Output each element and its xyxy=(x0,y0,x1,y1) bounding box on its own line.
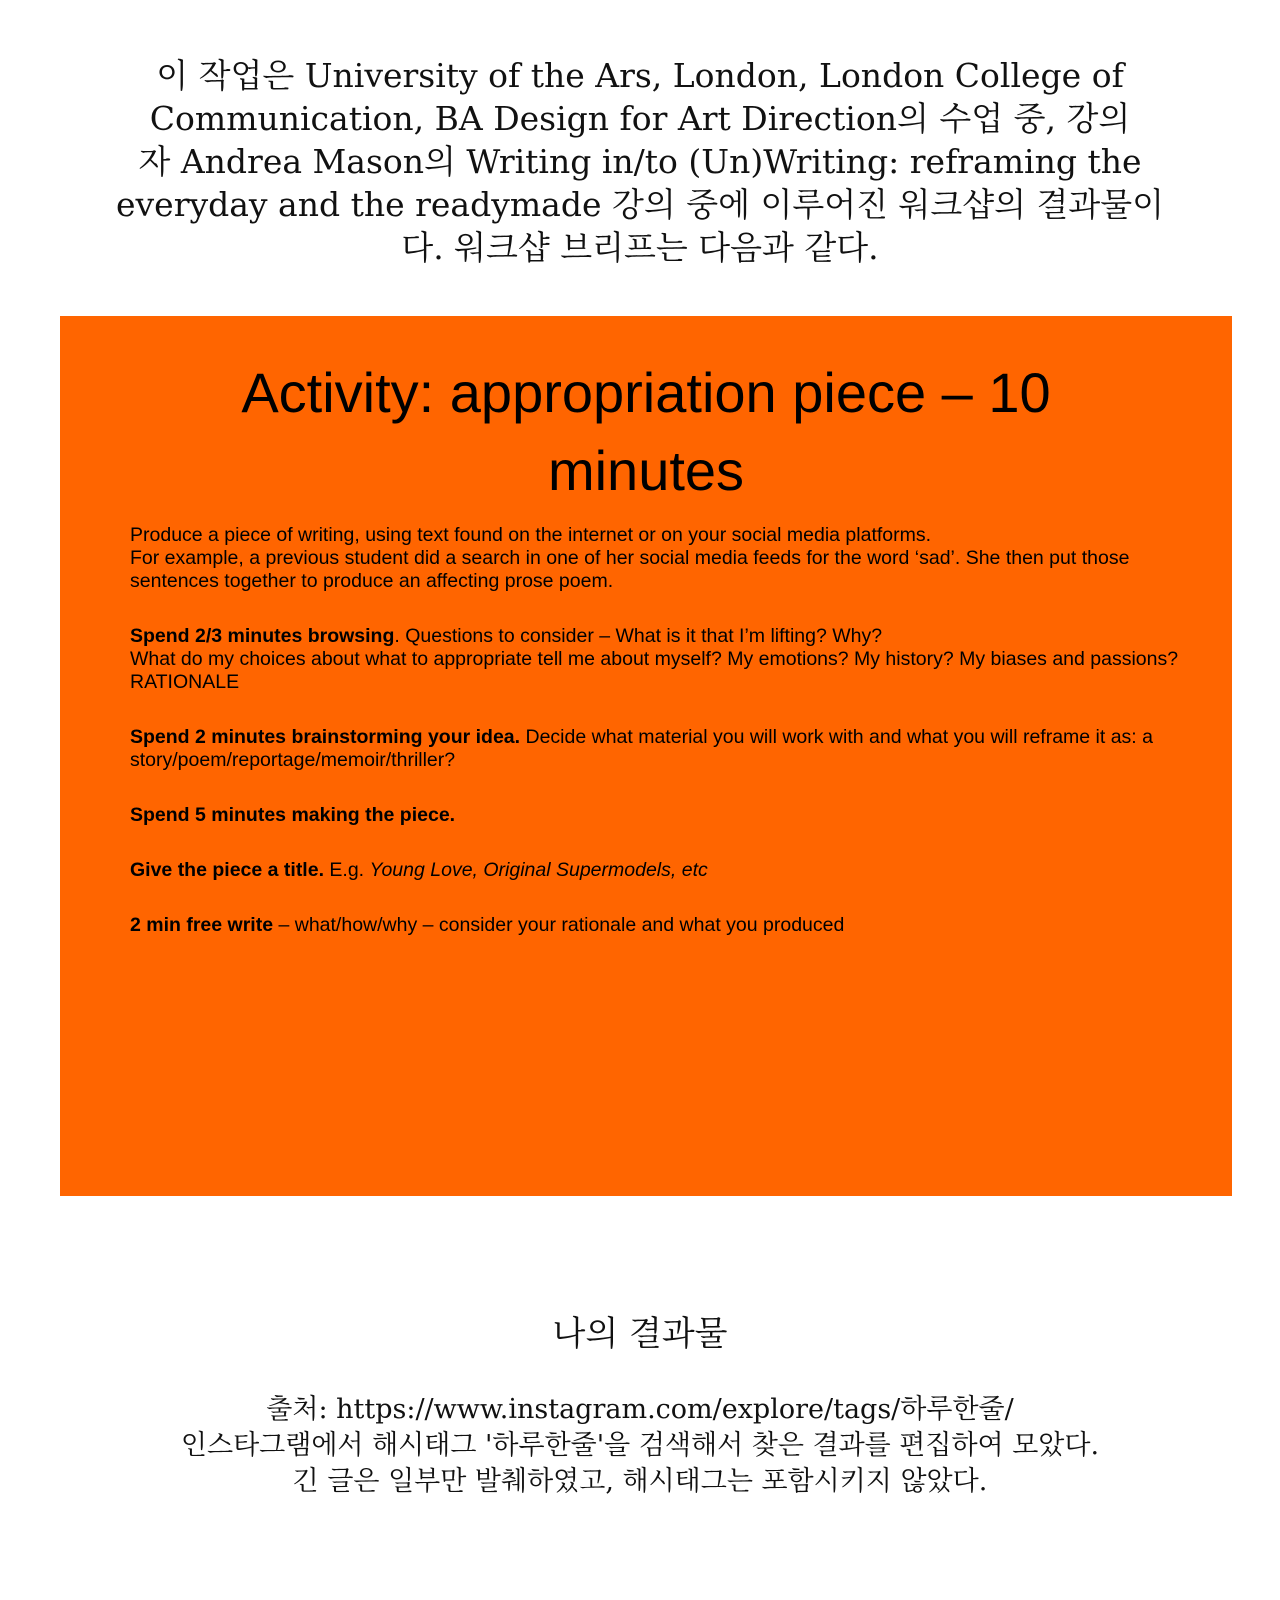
intro-line: 이 작업은 University of the Ars, London, London College of xyxy=(156,56,1124,95)
instruction-text xyxy=(130,625,1200,648)
instruction-free-write xyxy=(130,914,1200,937)
slide-title-line: minutes xyxy=(547,439,745,502)
slide-title-line: Activity: appropriation piece – 10 xyxy=(241,361,1051,424)
intro-line: everyday and the readymade 강의 중에 이루어진 워크샵의 결과물이 xyxy=(116,185,1164,224)
instruction-text: For example, a previous student did a search in one of her social media feeds for the word ‘sad’. She then put those sentences together to produce an affecting prose poem. xyxy=(130,547,1130,592)
intro-line: 자 Andrea Mason의 Writing in/to (Un)Writing: reframing the xyxy=(138,142,1142,181)
intro-line: 다. 워크샵 브리프는 다음과 같다. xyxy=(401,228,879,267)
slide-body xyxy=(130,524,1200,937)
slide-title xyxy=(60,354,1232,510)
instruction-text xyxy=(130,914,1200,937)
instruction-rest: Decide what material you will work with and what you will reframe it as: a story/poem/reportage/memoir/thriller? xyxy=(130,726,1153,771)
instruction-bold: Spend 5 minutes making the piece. xyxy=(130,804,456,826)
instruction-text xyxy=(130,804,1200,827)
instruction-browse xyxy=(130,625,1200,694)
instruction-italic: Young Love, Original Supermodels, etc xyxy=(369,859,708,881)
source-line: 출처: https://www.instagram.com/explore/tags/하루한줄/ xyxy=(266,1394,1014,1425)
instruction-rest: – what/how/why – consider your rationale and what you produced xyxy=(273,914,845,936)
intro-line: Communication, BA Design for Art Direction의 수업 중, 강의 xyxy=(149,99,1131,138)
instruction-text: What do my choices about what to appropriate tell me about myself? My emotions? My history? My biases and passions? RATIONALE xyxy=(130,648,1179,693)
instruction-produce xyxy=(130,524,1200,593)
instruction-bold: Spend 2 minutes brainstorming your idea. xyxy=(130,726,521,748)
activity-slide xyxy=(60,316,1232,1196)
instruction-rest: E.g. xyxy=(324,859,370,881)
instruction-make xyxy=(130,804,1200,827)
source-line: 긴 글은 일부만 발췌하였고, 해시태그는 포함시키지 않았다. xyxy=(292,1466,988,1497)
instruction-text xyxy=(130,859,1200,882)
source-note xyxy=(0,1392,1280,1500)
result-heading: 나의 결과물 xyxy=(552,1314,728,1354)
intro-paragraph xyxy=(60,54,1220,269)
instruction-text: Produce a piece of writing, using text found on the internet or on your social media platforms. xyxy=(130,524,932,546)
instruction-bold: Spend 2/3 minutes browsing xyxy=(130,625,395,647)
source-line: 인스타그램에서 해시태그 '하루한줄'을 검색해서 찾은 결과를 편집하여 모았다. xyxy=(180,1430,1100,1461)
instruction-rest: . Questions to consider – What is it that I’m lifting? Why? xyxy=(394,625,883,647)
instruction-bold: 2 min free write xyxy=(130,914,274,936)
instruction-brainstorm xyxy=(130,726,1200,772)
instruction-title xyxy=(130,859,1200,882)
instruction-bold: Give the piece a title. xyxy=(130,859,324,881)
instruction-text xyxy=(130,726,1200,772)
